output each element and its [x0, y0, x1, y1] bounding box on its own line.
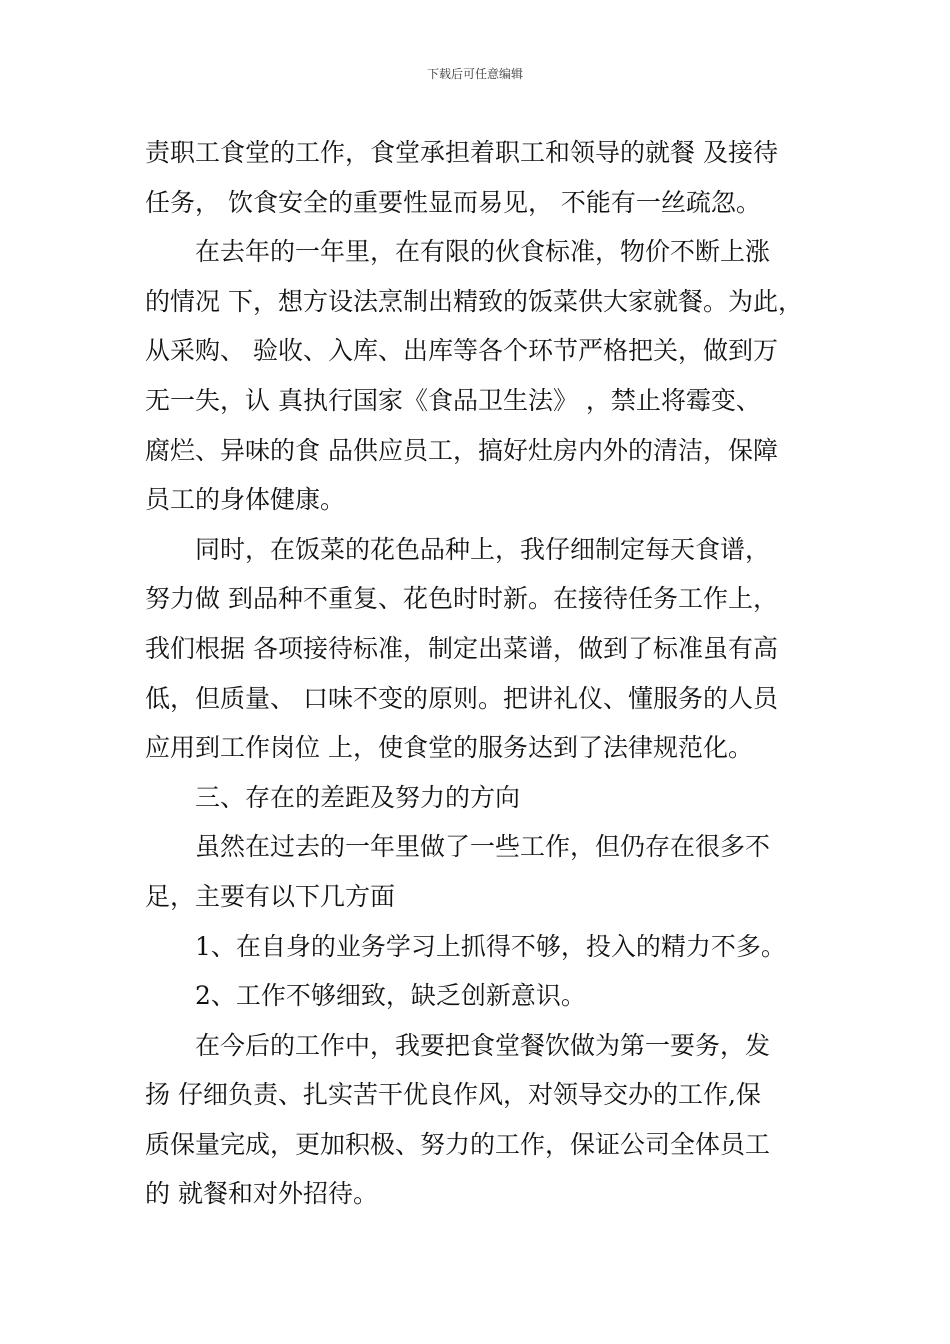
text-line: 2、工作不够细致，缺乏创新意识。: [195, 981, 586, 1011]
text-line: 质保量完成，更加积极、努力的工作，保证公司全体员工: [145, 1129, 771, 1159]
list-item: [145, 922, 815, 972]
text-line: 1、在自身的业务学习上抓得不够，投入的精力不多。: [195, 931, 786, 961]
text-line: 同时，在饭菜的花色品种上，我仔细制定每天食谱，: [195, 534, 771, 564]
section-heading: [145, 773, 815, 823]
text-line: 扬 仔细负责、扎实苦干优良作风，对领导交办的工作,保: [145, 1080, 761, 1110]
text-line: 员工的身体健康。: [145, 485, 346, 515]
text-line: 无一失，认 真执行国家《食品卫生法》 ，禁止将霉变、: [145, 385, 761, 415]
text-line: 我们根据 各项接待标准，制定出菜谱，做到了标准虽有高: [145, 633, 778, 663]
text-line: 努力做 到品种不重复、花色时时新。在接待任务工作上，: [145, 584, 778, 614]
text-line: 腐烂、异味的食 品供应员工，搞好灶房内外的清洁，保障: [145, 435, 778, 465]
document-body: [145, 128, 815, 1219]
text-line: 足，主要有以下几方面: [145, 881, 396, 911]
text-line: 的 就餐和对外招待。: [145, 1179, 378, 1209]
text-line: 从采购、 验收、入库、出库等各个环节严格把关，做到万: [145, 336, 778, 366]
paragraph: [145, 128, 815, 227]
text-line: 在去年的一年里，在有限的伙食标准，物价不断上涨: [195, 237, 771, 267]
text-line: 三、存在的差距及努力的方向: [195, 782, 521, 812]
text-line: 责职工食堂的工作，食堂承担着职工和领导的就餐 及接待: [145, 138, 778, 167]
page-header: 下载后可任意编辑: [426, 67, 523, 81]
text-line: 虽然在过去的一年里做了一些工作，但仍存在很多不: [195, 832, 771, 862]
paragraph: [145, 227, 815, 525]
text-line: 在今后的工作中，我要把食堂餐饮做为第一要务，发: [195, 1030, 771, 1060]
list-item: [145, 971, 815, 1021]
text-line: 的情况 下，想方设法烹制出精致的饭菜供大家就餐。为此，: [145, 286, 803, 316]
paragraph: [145, 1021, 815, 1219]
paragraph: [145, 822, 815, 921]
text-line: 低，但质量、 口味不变的原则。把讲礼仪、懂服务的人员: [145, 683, 778, 713]
paragraph: [145, 525, 815, 773]
text-line: 任务， 饮食安全的重要性显而易见， 不能有一丝疏忽。: [145, 187, 761, 217]
text-line: 应用到工作岗位 上，使食堂的服务达到了法律规范化。: [145, 733, 753, 763]
